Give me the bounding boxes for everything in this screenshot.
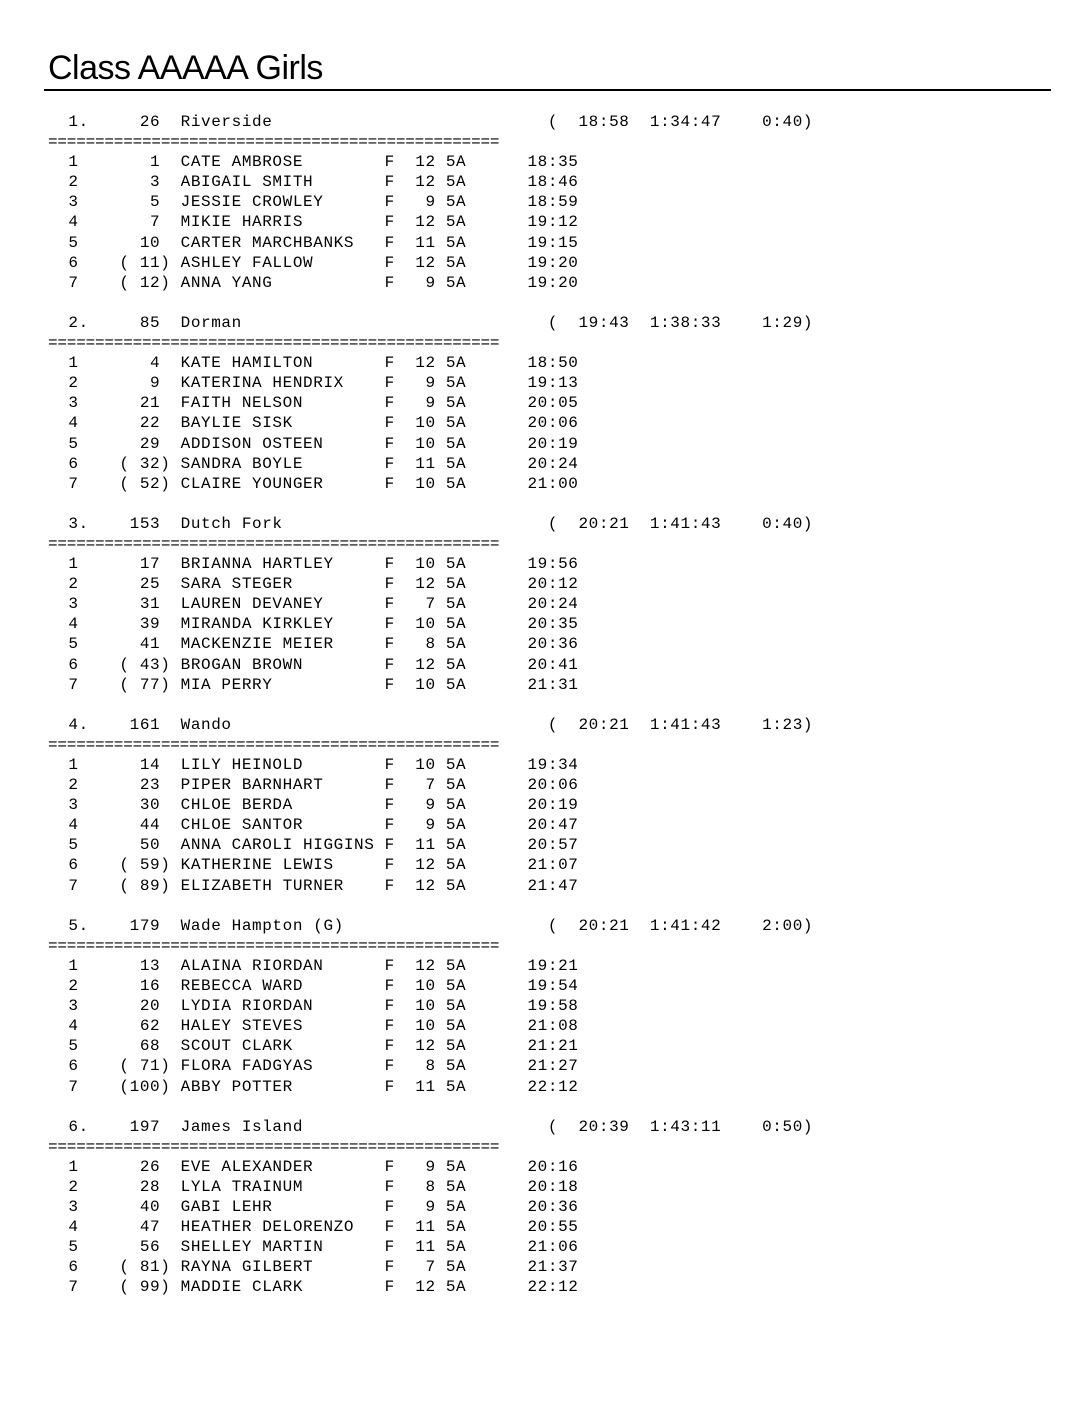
separator-line: ================================================ xyxy=(48,1137,500,1156)
team-results xyxy=(48,112,813,1298)
runner-row: 2 25 SARA STEGER F 12 5A 20:12 xyxy=(48,575,579,594)
runner-row: 5 50 ANNA CAROLI HIGGINS F 11 5A 20:57 xyxy=(48,836,579,855)
runner-row: 7 ( 77) MIA PERRY F 10 5A 21:31 xyxy=(48,675,579,694)
separator-line: ================================================ xyxy=(48,334,500,353)
runner-row: 4 7 MIKIE HARRIS F 12 5A 19:12 xyxy=(48,213,579,232)
team-header: 3. 153 Dutch Fork ( 20:21 1:41:43 0:40) xyxy=(48,514,814,533)
separator-line: ================================================ xyxy=(48,133,500,152)
runner-row: 5 56 SHELLEY MARTIN F 11 5A 21:06 xyxy=(48,1238,579,1257)
runner-row: 1 4 KATE HAMILTON F 12 5A 18:50 xyxy=(48,354,579,373)
runner-row: 2 3 ABIGAIL SMITH F 12 5A 18:46 xyxy=(48,173,579,192)
team-block xyxy=(48,1117,813,1298)
runner-row: 3 30 CHLOE BERDA F 9 5A 20:19 xyxy=(48,796,579,815)
runner-row: 5 29 ADDISON OSTEEN F 10 5A 20:19 xyxy=(48,434,579,453)
runner-row: 4 39 MIRANDA KIRKLEY F 10 5A 20:35 xyxy=(48,615,579,634)
runner-row: 5 68 SCOUT CLARK F 12 5A 21:21 xyxy=(48,1037,579,1056)
title-underline xyxy=(44,89,1051,91)
runner-row: 1 26 EVE ALEXANDER F 9 5A 20:16 xyxy=(48,1157,579,1176)
runner-row: 4 44 CHLOE SANTOR F 9 5A 20:47 xyxy=(48,816,579,835)
runner-row: 5 41 MACKENZIE MEIER F 8 5A 20:36 xyxy=(48,635,579,654)
team-header: 2. 85 Dorman ( 19:43 1:38:33 1:29) xyxy=(48,313,814,332)
separator-line: ================================================ xyxy=(48,534,500,553)
team-header: 6. 197 James Island ( 20:39 1:43:11 0:50) xyxy=(48,1117,814,1136)
team-block xyxy=(48,514,813,715)
team-block xyxy=(48,916,813,1117)
runner-row: 6 ( 11) ASHLEY FALLOW F 12 5A 19:20 xyxy=(48,253,579,272)
team-block xyxy=(48,313,813,514)
spacer xyxy=(48,896,813,916)
spacer xyxy=(48,494,813,514)
separator-line: ================================================ xyxy=(48,936,500,955)
team-block xyxy=(48,715,813,916)
runner-row: 3 31 LAUREN DEVANEY F 7 5A 20:24 xyxy=(48,595,579,614)
runner-row: 7 ( 12) ANNA YANG F 9 5A 19:20 xyxy=(48,273,579,292)
runner-row: 4 22 BAYLIE SISK F 10 5A 20:06 xyxy=(48,414,579,433)
runner-row: 1 14 LILY HEINOLD F 10 5A 19:34 xyxy=(48,756,579,774)
runner-row: 1 13 ALAINA RIORDAN F 12 5A 19:21 xyxy=(48,956,579,975)
team-header: 1. 26 Riverside ( 18:58 1:34:47 0:40) xyxy=(48,113,814,131)
runner-row: 2 23 PIPER BARNHART F 7 5A 20:06 xyxy=(48,776,579,795)
team-header: 5. 179 Wade Hampton (G) ( 20:21 1:41:42 2:00) xyxy=(48,916,814,935)
runner-row: 7 (100) ABBY POTTER F 11 5A 22:12 xyxy=(48,1077,579,1096)
runner-row: 3 21 FAITH NELSON F 9 5A 20:05 xyxy=(48,394,579,413)
runner-row: 2 9 KATERINA HENDRIX F 9 5A 19:13 xyxy=(48,374,579,393)
runner-row: 3 20 LYDIA RIORDAN F 10 5A 19:58 xyxy=(48,997,579,1016)
runner-row: 4 62 HALEY STEVES F 10 5A 21:08 xyxy=(48,1017,579,1036)
runner-row: 5 10 CARTER MARCHBANKS F 11 5A 19:15 xyxy=(48,233,579,252)
spacer xyxy=(48,293,813,313)
runner-row: 2 28 LYLA TRAINUM F 8 5A 20:18 xyxy=(48,1177,579,1196)
runner-row: 1 1 CATE AMBROSE F 12 5A 18:35 xyxy=(48,153,579,172)
runner-row: 6 ( 81) RAYNA GILBERT F 7 5A 21:37 xyxy=(48,1258,579,1277)
separator-line: ================================================ xyxy=(48,735,500,754)
runner-row: 6 ( 59) KATHERINE LEWIS F 12 5A 21:07 xyxy=(48,856,579,875)
team-block xyxy=(48,112,813,313)
team-header: 4. 161 Wando ( 20:21 1:41:43 1:23) xyxy=(48,715,814,734)
runner-row: 7 ( 89) ELIZABETH TURNER F 12 5A 21:47 xyxy=(48,876,579,895)
runner-row: 2 16 REBECCA WARD F 10 5A 19:54 xyxy=(48,977,579,996)
runner-row: 3 5 JESSIE CROWLEY F 9 5A 18:59 xyxy=(48,193,579,212)
spacer xyxy=(48,695,813,715)
runner-row: 3 40 GABI LEHR F 9 5A 20:36 xyxy=(48,1198,579,1217)
runner-row: 6 ( 71) FLORA FADGYAS F 8 5A 21:27 xyxy=(48,1057,579,1076)
runner-row: 1 17 BRIANNA HARTLEY F 10 5A 19:56 xyxy=(48,555,579,574)
page-title: Class AAAAA Girls xyxy=(48,49,323,87)
runner-row: 4 47 HEATHER DELORENZO F 11 5A 20:55 xyxy=(48,1218,579,1237)
runner-row: 6 ( 43) BROGAN BROWN F 12 5A 20:41 xyxy=(48,655,579,674)
runner-row: 6 ( 32) SANDRA BOYLE F 11 5A 20:24 xyxy=(48,454,579,473)
runner-row: 7 ( 99) MADDIE CLARK F 12 5A 22:12 xyxy=(48,1278,579,1297)
spacer xyxy=(48,1097,813,1117)
runner-row: 7 ( 52) CLAIRE YOUNGER F 10 5A 21:00 xyxy=(48,474,579,493)
